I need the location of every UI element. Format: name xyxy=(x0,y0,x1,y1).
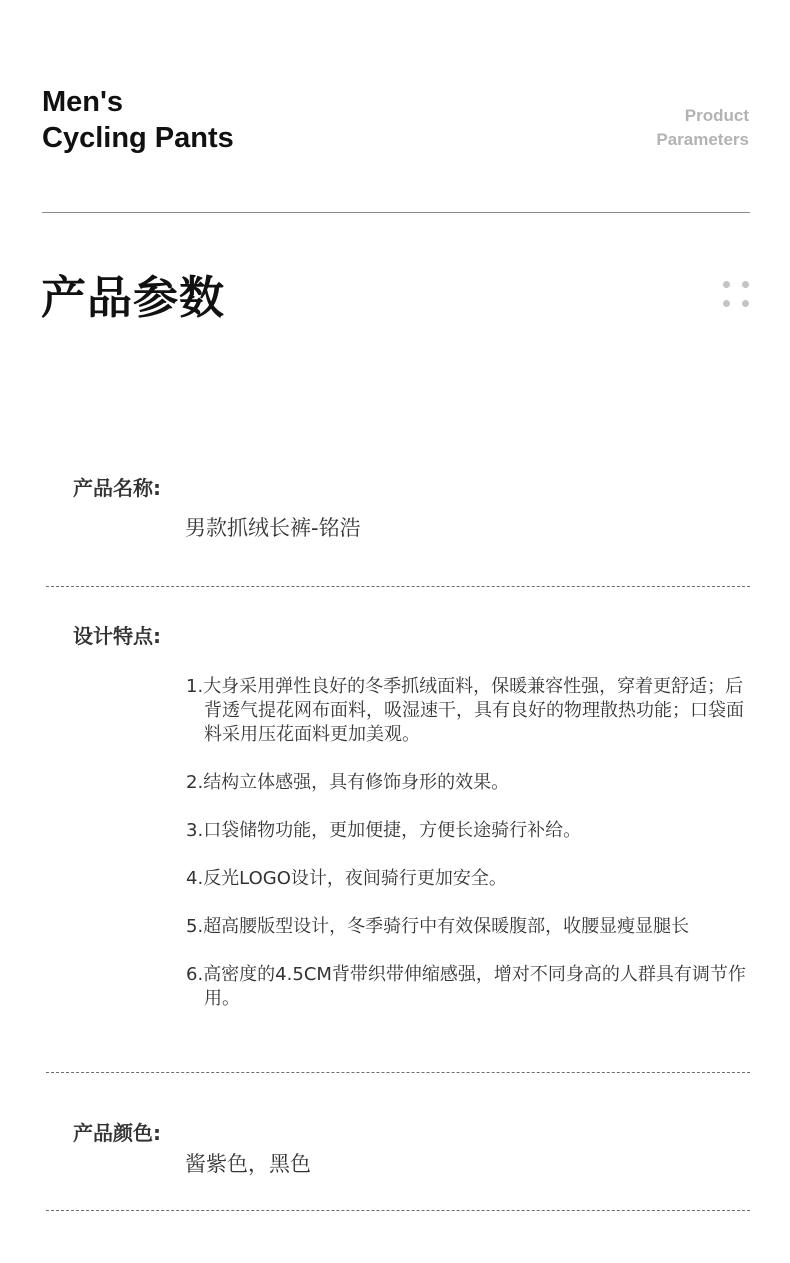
feature-text: 反光LOGO设计，夜间骑行更加安全。 xyxy=(203,868,507,889)
feature-text: 大身采用弹性良好的冬季抓绒面料，保暖兼容性强，穿着更舒适；后背透气提花网布面料，吸湿速干，具有良好的物理散热功能；口袋面料采用压花面料更加美观。 xyxy=(203,676,744,745)
feature-item xyxy=(186,819,750,843)
header-divider xyxy=(42,212,750,213)
feature-number: 4. xyxy=(186,868,204,889)
dot xyxy=(723,300,730,307)
dashed-divider xyxy=(46,1072,750,1073)
caption-line-1: Product xyxy=(684,106,749,125)
feature-text: 高密度的4.5CM背带织带伸缩感强，增对不同身高的人群具有调节作用。 xyxy=(203,964,746,1009)
product-color-value: 酱紫色，黑色 xyxy=(185,1152,311,1176)
dashed-divider xyxy=(46,586,750,587)
dot xyxy=(742,281,749,288)
feature-item xyxy=(186,675,750,747)
page-title-line-1: Men's xyxy=(42,86,124,118)
product-name-label: 产品名称: xyxy=(73,476,161,500)
feature-text: 超高腰版型设计，冬季骑行中有效保暖腹部，收腰显瘦显腿长 xyxy=(203,916,690,937)
feature-item xyxy=(186,963,750,1011)
feature-item xyxy=(186,771,750,795)
feature-number: 2. xyxy=(186,772,204,793)
design-features-list xyxy=(186,675,750,1035)
dot xyxy=(742,300,749,307)
feature-item xyxy=(186,867,750,891)
product-name-value: 男款抓绒长裤-铭浩 xyxy=(185,516,361,540)
feature-number: 3. xyxy=(186,820,204,841)
feature-text: 结构立体感强，具有修饰身形的效果。 xyxy=(203,772,510,793)
product-color-label: 产品颜色: xyxy=(73,1121,161,1145)
feature-number: 5. xyxy=(186,916,204,937)
dots-grid-icon xyxy=(723,281,753,311)
section-title: 产品参数 xyxy=(41,271,226,324)
page-title xyxy=(42,84,234,156)
page-title-line-2: Cycling Pants xyxy=(42,122,234,154)
product-parameters-caption xyxy=(656,104,749,152)
design-features-label: 设计特点: xyxy=(73,624,161,648)
dashed-divider xyxy=(46,1210,750,1211)
feature-item xyxy=(186,915,750,939)
feature-number: 1. xyxy=(186,676,204,697)
dot xyxy=(723,281,730,288)
feature-number: 6. xyxy=(186,964,204,985)
feature-text: 口袋储物功能，更加便捷，方便长途骑行补给。 xyxy=(203,820,582,841)
caption-line-2: Parameters xyxy=(656,130,749,149)
